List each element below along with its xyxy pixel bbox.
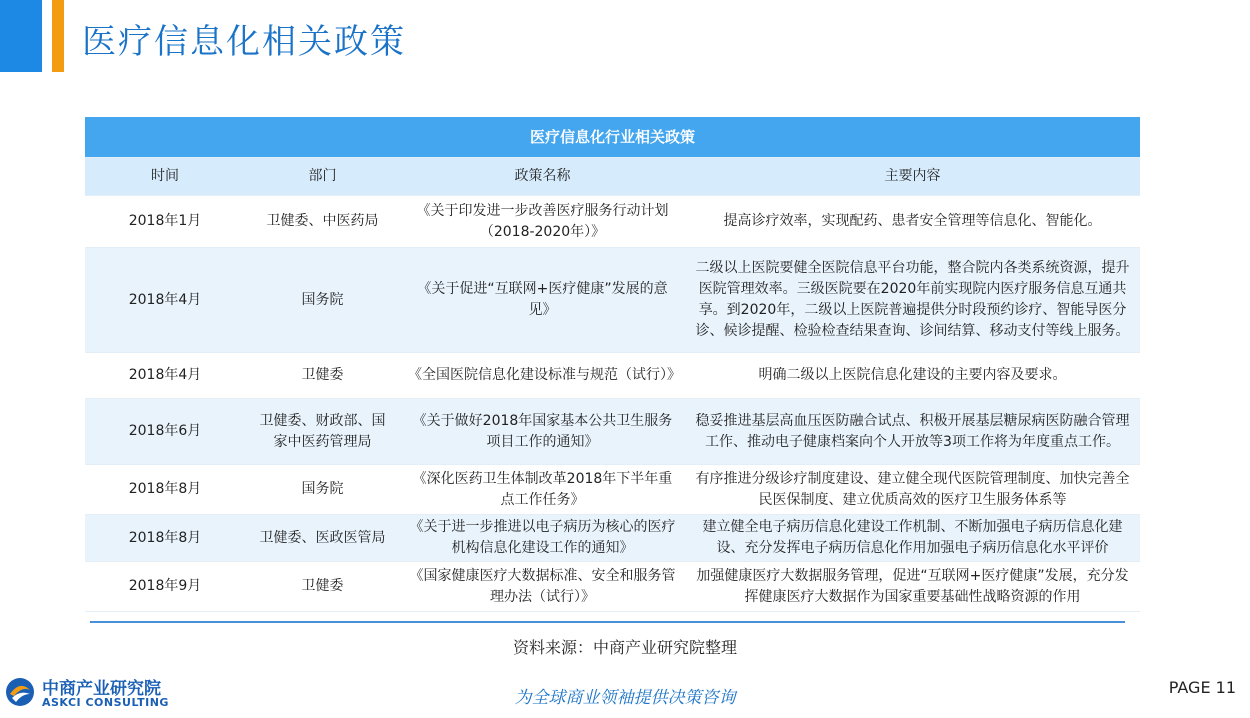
cell-dept: 卫健委: [245, 562, 400, 612]
cell-time: 2018年8月: [85, 465, 245, 515]
cell-dept: 卫健委、医政医管局: [245, 515, 400, 562]
header-dept: 部门: [245, 158, 400, 196]
table-row: [85, 196, 1140, 248]
table-row: [85, 353, 1140, 399]
header-content: 主要内容: [685, 158, 1140, 196]
cell-policy-name: 《国家健康医疗大数据标准、安全和服务管理办法（试行）》: [400, 562, 685, 612]
header-policy-name: 政策名称: [400, 158, 685, 196]
accent-bar-orange: [52, 0, 64, 72]
cell-policy-name: 《深化医药卫生体制改革2018年下半年重点工作任务》: [400, 465, 685, 515]
cell-dept: 国务院: [245, 465, 400, 515]
cell-dept: 国务院: [245, 248, 400, 353]
cell-dept: 卫健委、财政部、国家中医药管理局: [245, 399, 400, 465]
cell-time: 2018年9月: [85, 562, 245, 612]
cell-content: 有序推进分级诊疗制度建设、建立健全现代医院管理制度、加快完善全民医保制度、建立优质高效的医疗卫生服务体系等: [685, 465, 1140, 515]
table-row: [85, 248, 1140, 353]
cell-content: 加强健康医疗大数据服务管理，促进“互联网+医疗健康”发展，充分发挥健康医疗大数据作为国家重要基础性战略资源的作用: [685, 562, 1140, 612]
cell-policy-name: 《关于促进“互联网+医疗健康”发展的意见》: [400, 248, 685, 353]
cell-content: 稳妥推进基层高血压医防融合试点、积极开展基层糖尿病医防融合管理工作、推动电子健康档案向个人开放等3项工作将为年度重点工作。: [685, 399, 1140, 465]
page-number: PAGE 11: [1168, 678, 1236, 697]
cell-content: 提高诊疗效率，实现配药、患者安全管理等信息化、智能化。: [685, 196, 1140, 248]
cell-dept: 卫健委、中医药局: [245, 196, 400, 248]
cell-policy-name: 《关于印发进一步改善医疗服务行动计划（2018-2020年）》: [400, 196, 685, 248]
logo-text-en: ASKCI CONSULTING: [42, 696, 169, 709]
cell-content: 建立健全电子病历信息化建设工作机制、不断加强电子病历信息化建设、充分发挥电子病历信息化作用加强电子病历信息化水平评价: [685, 515, 1140, 562]
cell-policy-name: 《全国医院信息化建设标准与规范（试行）》: [400, 353, 685, 399]
table-caption-row: [85, 117, 1140, 158]
header-time: 时间: [85, 158, 245, 196]
table-row: [85, 465, 1140, 515]
cell-time: 2018年8月: [85, 515, 245, 562]
table-row: [85, 562, 1140, 612]
slogan: 为全球商业领袖提供决策咨询: [514, 688, 736, 708]
table-caption: 医疗信息化行业相关政策: [85, 117, 1140, 158]
cell-policy-name: 《关于进一步推进以电子病历为核心的医疗机构信息化建设工作的通知》: [400, 515, 685, 562]
accent-bar-blue: [0, 0, 42, 72]
table-row: [85, 515, 1140, 562]
cell-content: 明确二级以上医院信息化建设的主要内容及要求。: [685, 353, 1140, 399]
policy-table-container: [85, 117, 1140, 612]
source-note: 资料来源：中商产业研究院整理: [512, 638, 737, 657]
table-header-row: [85, 158, 1140, 196]
cell-time: 2018年6月: [85, 399, 245, 465]
cell-policy-name: 《关于做好2018年国家基本公共卫生服务项目工作的通知》: [400, 399, 685, 465]
cell-time: 2018年4月: [85, 353, 245, 399]
policy-table: [85, 117, 1140, 612]
logo-text-cn: 中商产业研究院: [42, 679, 161, 699]
cell-content: 二级以上医院要健全医院信息平台功能，整合院内各类系统资源，提升医院管理效率。三级医院要在2020年前实现院内医疗服务信息互通共享。到2020年，二级以上医院普遍提供分时段预约诊疗、智能导医分诊、候诊提醒、检验检查结果查询、诊间结算、移动支付等线上服务。: [685, 248, 1140, 353]
table-row: [85, 399, 1140, 465]
cell-dept: 卫健委: [245, 353, 400, 399]
cell-time: 2018年4月: [85, 248, 245, 353]
page-title: 医疗信息化相关政策: [82, 22, 406, 62]
source-divider: [90, 621, 1125, 623]
cell-time: 2018年1月: [85, 196, 245, 248]
